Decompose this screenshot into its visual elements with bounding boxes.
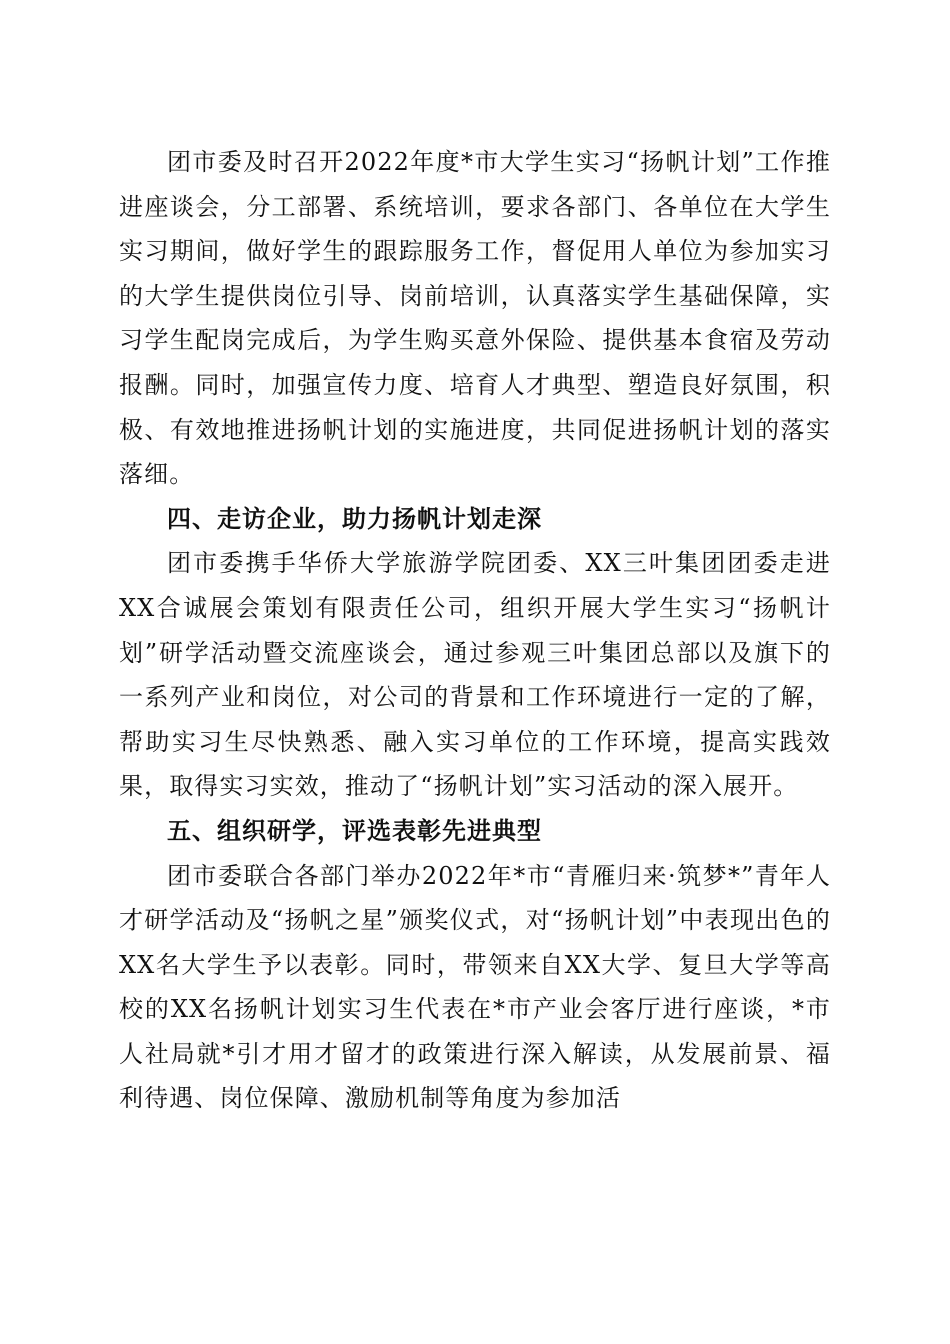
section-heading-study-commendation: 五、组织研学，评选表彰先进典型 [167, 816, 542, 845]
section-heading-visit-enterprises: 四、走访企业，助力扬帆计划走深 [167, 504, 542, 533]
paragraph-work-meeting: 团市委及时召开2022年度*市大学生实习“扬帆计划”工作推进座谈会，分工部署、系统培训，要求各部门、各单位在大学生实习期间，做好学生的跟踪服务工作，督促用人单位为参加实习的大学生提供岗位引导、岗前培训，认真落实学生基础保障，实习学生配岗完成后，为学生购买意外保险、提供基本食宿及劳动报酬。同时，加强宣传力度、培育人才典型、塑造良好氛围，积极、有效地推进扬帆计划的实施进度，共同促进扬帆计划的落实落细。 [119, 148, 831, 489]
paragraph-study-activity: 团市委联合各部门举办2022年*市“青雁归来·筑梦*”青年人才研学活动及“扬帆之星”颁奖仪式，对“扬帆计划”中表现出色的XX名大学生予以表彰。同时，带领来自XX大学、复旦大学等高校的XX名扬帆计划实习生代表在*市产业会客厅进行座谈，*市人社局就*引才用才留才的政策进行深入解读，从发展前景、福利待遇、岗位保障、激励机制等角度为参加活 [119, 861, 831, 1113]
paragraph-enterprise-visit: 团市委携手华侨大学旅游学院团委、XX三叶集团团委走进XX合诚展会策划有限责任公司，组织开展大学生实习“扬帆计划”研学活动暨交流座谈会，通过参观三叶集团总部以及旗下的一系列产业和岗位，对公司的背景和工作环境进行一定的了解，帮助实习生尽快熟悉、融入实习单位的工作环境，提高实践效果，取得实习实效，推动了“扬帆计划”实习活动的深入展开。 [119, 549, 831, 801]
document-page [119, 140, 831, 1121]
